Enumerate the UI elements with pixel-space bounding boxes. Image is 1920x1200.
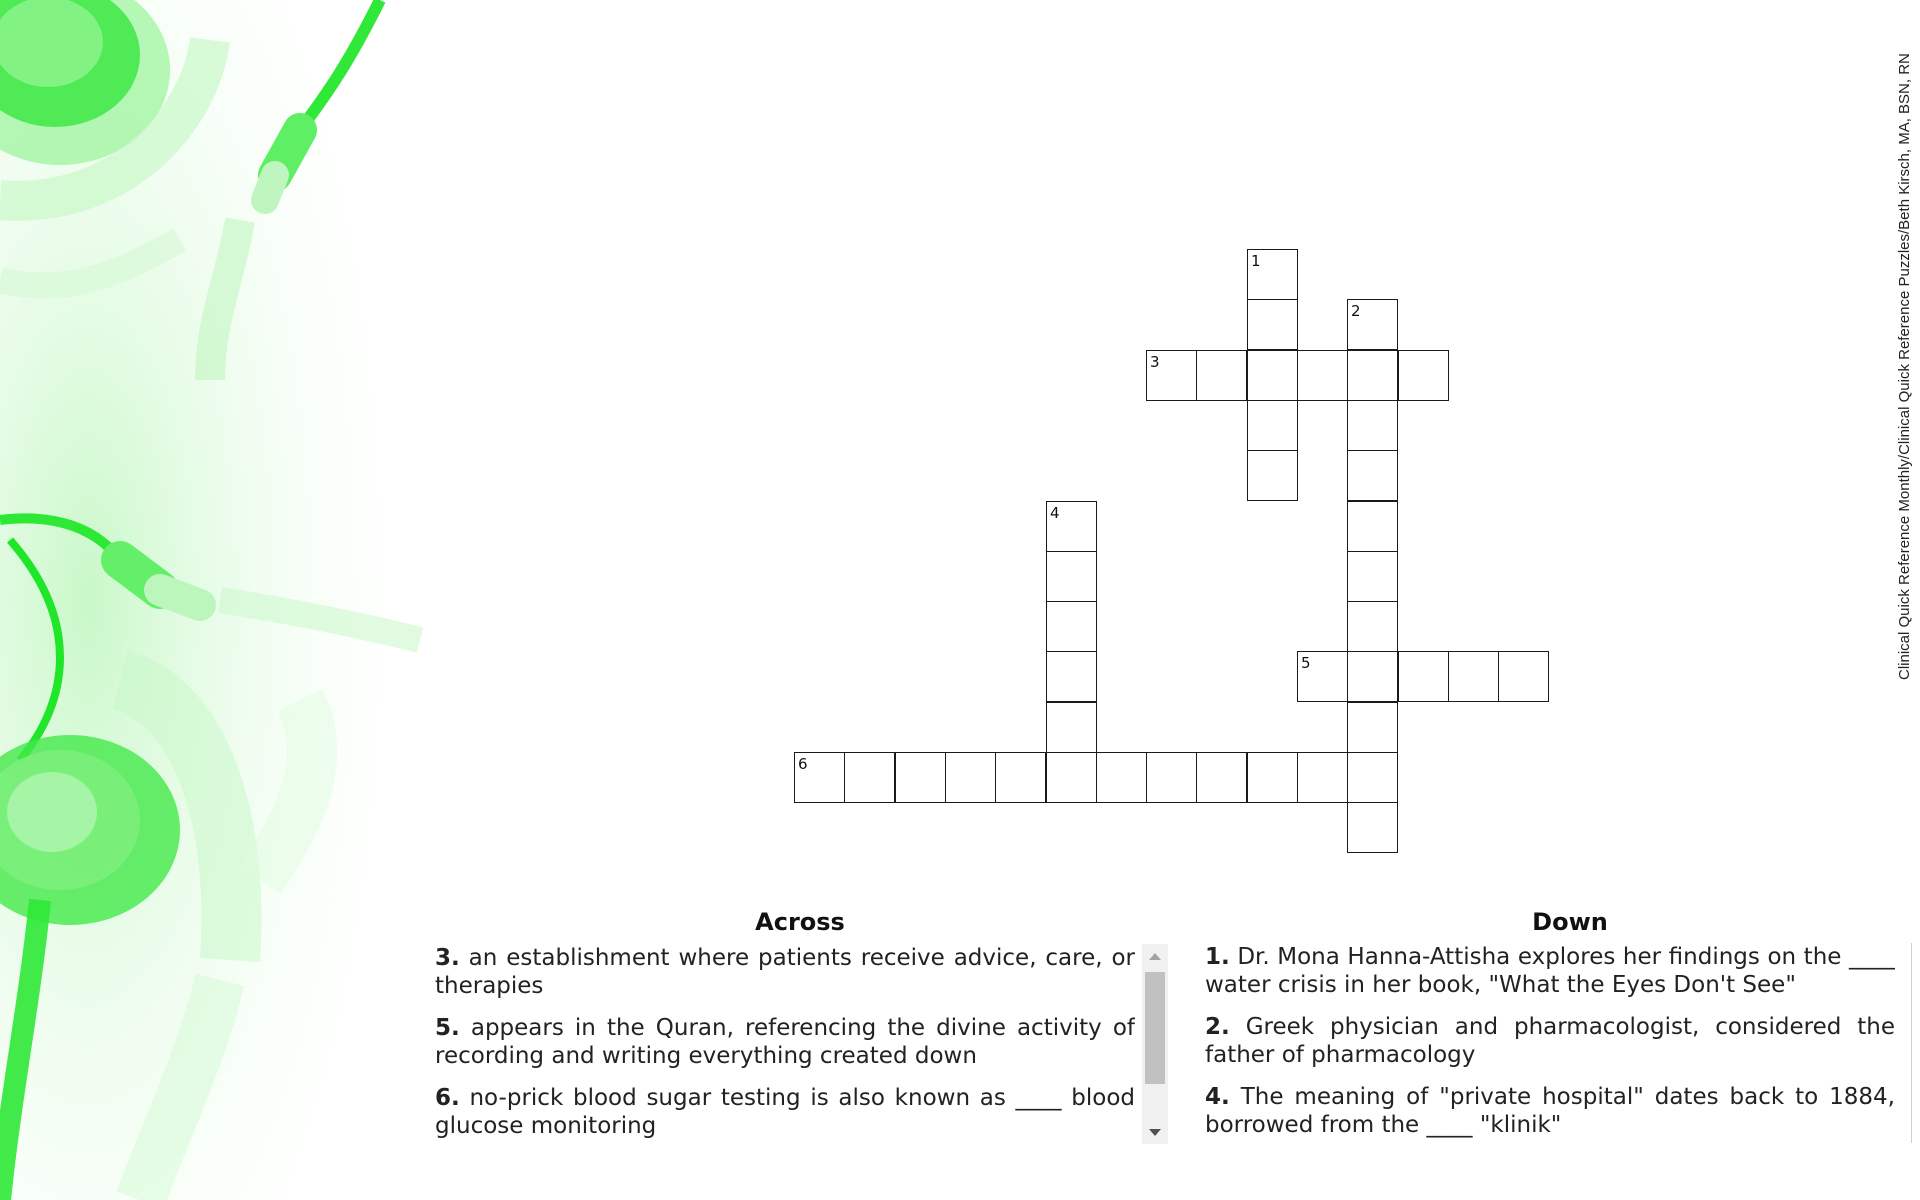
clue-number: 1. — [1205, 944, 1230, 970]
cell-number: 5 — [1301, 654, 1311, 672]
grid-cell[interactable] — [895, 752, 946, 803]
grid-cell[interactable] — [995, 752, 1046, 803]
grid-cell[interactable] — [1448, 651, 1499, 702]
grid-cell[interactable] — [1196, 752, 1247, 803]
clue-text: Greek physician and pharmacologist, considered the father of pharmacology — [1205, 1014, 1895, 1068]
across-clue-list — [435, 944, 1135, 1144]
grid-cell[interactable] — [1146, 752, 1197, 803]
down-clue-list — [1205, 943, 1895, 1143]
grid-cell[interactable] — [794, 752, 845, 803]
scroll-up-arrow-icon[interactable] — [1142, 944, 1168, 968]
cell-number: 4 — [1050, 504, 1060, 522]
clue-text: The meaning of "private hospital" dates back to 1884, borrowed from the ____ "klinik" — [1205, 1084, 1895, 1138]
grid-cell[interactable] — [1247, 752, 1298, 803]
divider — [1911, 943, 1912, 1143]
credit-text: Clinical Quick Reference Monthly/Clinical Quick Reference Puzzles/Beth Kirsch, MA, BSN, RN — [1896, 53, 1913, 680]
cell-number: 3 — [1150, 353, 1160, 371]
down-heading: Down — [1532, 908, 1608, 936]
grid-cell[interactable] — [1347, 400, 1398, 451]
grid-cell[interactable] — [844, 752, 895, 803]
grid-cell[interactable] — [1247, 249, 1298, 300]
clue-text: appears in the Quran, referencing the divine activity of recording and writing everything created down — [435, 1015, 1135, 1069]
grid-cell[interactable] — [1046, 601, 1097, 652]
across-clue-3 — [435, 944, 1135, 1000]
grid-cell[interactable] — [1046, 501, 1097, 552]
scroll-thumb[interactable] — [1145, 972, 1165, 1084]
across-clue-5 — [435, 1014, 1135, 1070]
grid-cell[interactable] — [1146, 350, 1197, 401]
grid-cell[interactable] — [1297, 350, 1348, 401]
grid-cell[interactable] — [1347, 450, 1398, 501]
grid-cell[interactable] — [1247, 400, 1298, 451]
grid-cell[interactable] — [1347, 601, 1398, 652]
grid-cell[interactable] — [1347, 299, 1398, 350]
grid-cell[interactable] — [1247, 299, 1298, 350]
clue-number: 2. — [1205, 1014, 1230, 1040]
clue-number: 6. — [435, 1085, 460, 1111]
clue-number: 5. — [435, 1015, 460, 1041]
grid-cell[interactable] — [1347, 752, 1398, 803]
grid-cell[interactable] — [1247, 350, 1298, 401]
grid-cell[interactable] — [1347, 501, 1398, 552]
grid-cell[interactable] — [1046, 551, 1097, 602]
grid-cell[interactable] — [1046, 651, 1097, 702]
grid-cell[interactable] — [1347, 802, 1398, 853]
down-clue-4 — [1205, 1083, 1895, 1139]
grid-cell[interactable] — [1247, 450, 1298, 501]
grid-cell[interactable] — [1398, 350, 1449, 401]
clue-text: Dr. Mona Hanna-Attisha explores her findings on the ____ water crisis in her book, "What the Eyes Don't See" — [1205, 944, 1895, 998]
cell-number: 1 — [1251, 252, 1261, 270]
grid-cell[interactable] — [1498, 651, 1549, 702]
scroll-down-arrow-icon[interactable] — [1142, 1120, 1168, 1144]
grid-cell[interactable] — [1046, 702, 1097, 753]
across-heading: Across — [755, 908, 845, 936]
grid-cell[interactable] — [1297, 651, 1348, 702]
clue-text: no-prick blood sugar testing is also known as ____ blood glucose monitoring — [435, 1085, 1135, 1139]
grid-cell[interactable] — [945, 752, 996, 803]
grid-cell[interactable] — [1297, 752, 1348, 803]
grid-cell[interactable] — [1096, 752, 1147, 803]
cell-number: 6 — [798, 755, 808, 773]
grid-cell[interactable] — [1398, 651, 1449, 702]
grid-cell[interactable] — [1347, 651, 1398, 702]
grid-cell[interactable] — [1347, 702, 1398, 753]
clue-text: an establishment where patients receive advice, care, or therapies — [435, 945, 1135, 999]
across-clue-6 — [435, 1084, 1135, 1140]
clue-number: 4. — [1205, 1084, 1230, 1110]
across-scrollbar[interactable] — [1142, 944, 1168, 1144]
grid-cell[interactable] — [1196, 350, 1247, 401]
cell-number: 2 — [1351, 302, 1361, 320]
grid-cell[interactable] — [1347, 551, 1398, 602]
down-clue-2 — [1205, 1013, 1895, 1069]
down-clue-1 — [1205, 943, 1895, 999]
clue-number: 3. — [435, 945, 460, 971]
grid-cell[interactable] — [1046, 752, 1097, 803]
grid-cell[interactable] — [1347, 350, 1398, 401]
